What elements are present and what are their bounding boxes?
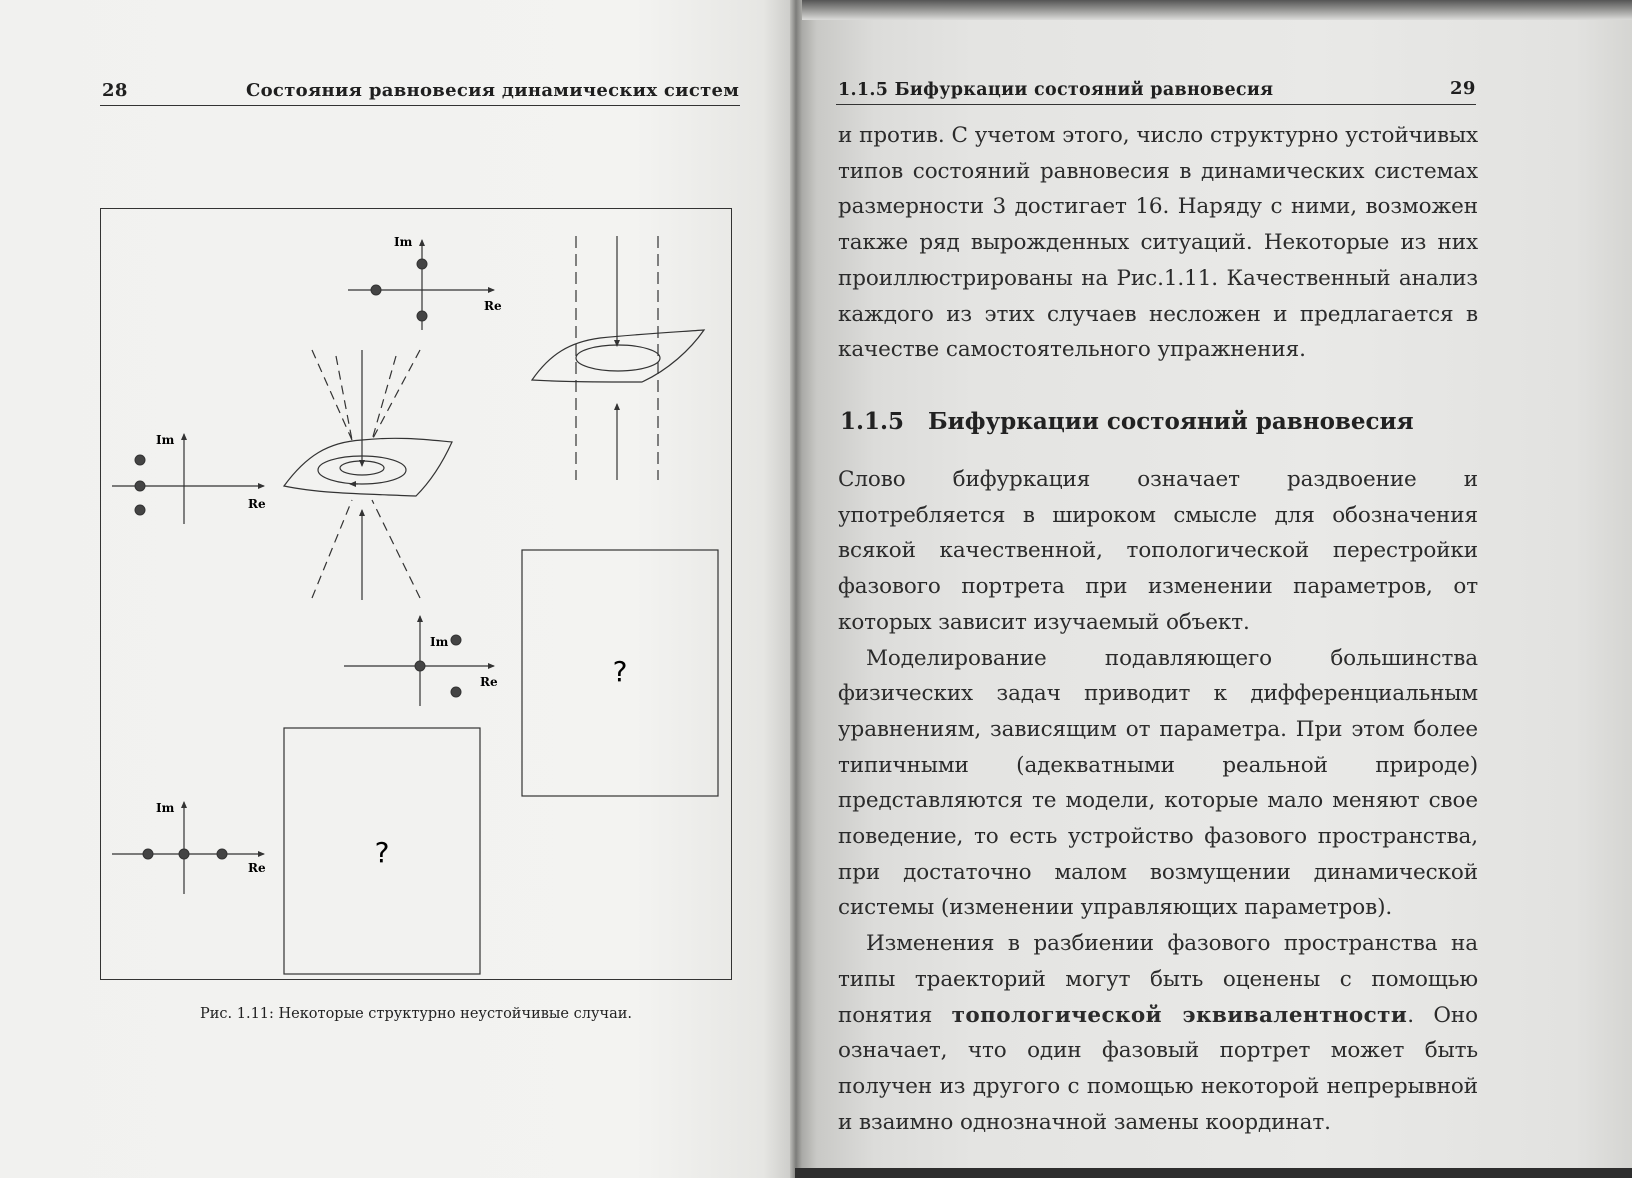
eigenvalue-point [135, 481, 145, 491]
eigenvalue-point [417, 259, 427, 269]
im-label: Im [156, 801, 175, 815]
question-mark: ? [612, 655, 628, 688]
figure-caption: Рис. 1.11: Некоторые структурно неустойчивые случаи. [199, 1006, 632, 1022]
phase-portrait-right [532, 236, 704, 480]
im-label: Im [394, 235, 413, 249]
eigen-diagram-left [112, 434, 264, 524]
re-label: Re [480, 675, 498, 689]
eigen-diagram-top [348, 240, 494, 330]
section-title: Бифуркации состояний равновесия [928, 408, 1414, 435]
left-running-head: Состояния равновесия динамических систем [246, 80, 740, 101]
left-head-rule [100, 105, 740, 106]
page-edge-shadow [795, 0, 1632, 20]
book-spine [790, 0, 802, 1178]
re-label: Re [248, 497, 266, 511]
eigen-diagram-right [344, 616, 494, 706]
right-page-number: 29 [1450, 78, 1476, 99]
eigenvalue-point [179, 849, 189, 859]
scan-edge [795, 1168, 1632, 1178]
paragraph-3-end: . Оно означает, что один фазовый портрет может быть получен из другого с помощью некоторой непрерывной и взаимно однозначной замены координат. [838, 1002, 1478, 1135]
section-body [838, 462, 1478, 1140]
paragraph-3-start: Изменения в разбиении фазового пространства на типы траекторий могут быть оценены с помощью понятия [838, 931, 1478, 1028]
figure-1-11 [100, 208, 732, 980]
re-label: Re [484, 299, 502, 313]
eigenvalue-point [415, 661, 425, 671]
intro-text: и против. С учетом этого, число структурно устойчивых типов состояний равновесия в динамических системах размерности 3 достигает 16. Наряду с ними, возможен также ряд вырожденных ситуаций. Некоторые из них проиллюстрированы на Рис.1.11. Качественный анализ каждого из этих случаев несложен и предлагается в качестве самостоятельного упражнения. [838, 123, 1478, 363]
eigenvalue-point [451, 635, 461, 645]
re-label: Re [248, 861, 266, 875]
eigen-diagram-bottom [112, 802, 264, 894]
paragraph-2: Моделирование подавляющего большинства физических задач приводит к дифференциальным уравнениям, зависящим от параметра. При этом более типичными (адекватными реальной природе) представляются те модели, которые мало меняют свое поведение, то есть устройство фазового пространства, при достаточно малом возмущении динамической системы (изменении управляющих параметров). [838, 645, 1478, 921]
intro-paragraph [838, 118, 1478, 368]
eigenvalue-point [135, 455, 145, 465]
im-label: Im [430, 635, 449, 649]
paragraph-3 [838, 926, 1478, 1140]
eigenvalue-point [135, 505, 145, 515]
eigenvalue-point [371, 285, 381, 295]
eigenvalue-point [217, 849, 227, 859]
section-heading [840, 408, 1414, 435]
phase-portrait-center [284, 350, 452, 600]
term-topological-equivalence: топологической эквивалентности [951, 1002, 1408, 1028]
left-page [0, 0, 795, 1178]
eigenvalue-point [417, 311, 427, 321]
right-head-rule [836, 104, 1476, 105]
eigenvalue-point [143, 849, 153, 859]
left-page-number: 28 [102, 80, 128, 101]
question-mark: ? [374, 836, 390, 869]
right-running-head: 1.1.5 Бифуркации состояний равновесия [838, 80, 1274, 100]
section-number: 1.1.5 [840, 408, 905, 435]
eigenvalue-point [451, 687, 461, 697]
im-label: Im [156, 433, 175, 447]
paragraph-1: Слово бифуркация означает раздвоение и употребляется в широком смысле для обозначения всякой качественной, топологической перестройки фазового портрета при изменении параметров, от которых зависит изучаемый объект. [838, 467, 1478, 635]
